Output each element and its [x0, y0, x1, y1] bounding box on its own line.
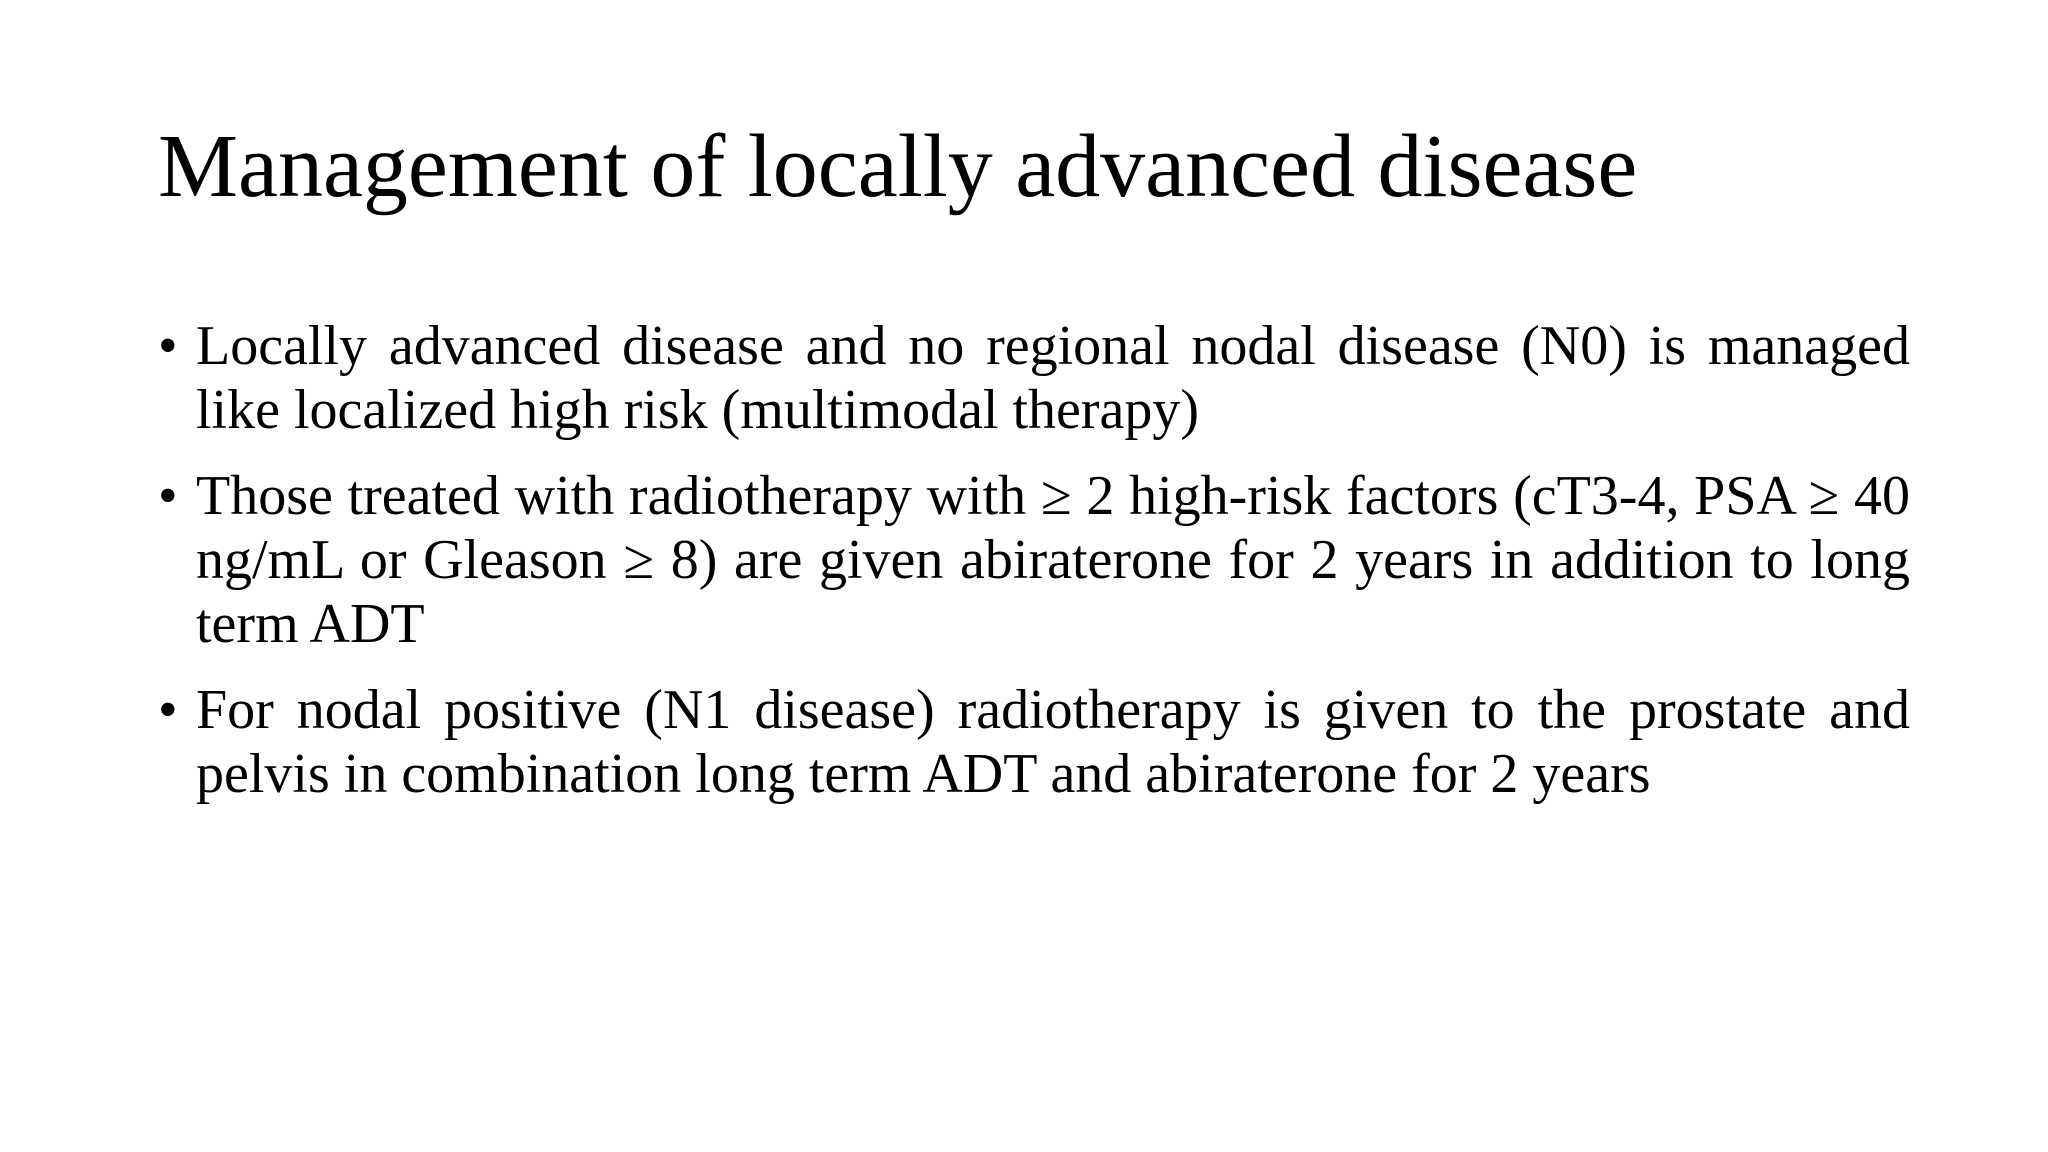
- bullet-marker: •: [158, 465, 178, 527]
- bullet-text: Those treated with radiotherapy with ≥ 2 high-risk factors (cT3-4, PSA ≥ 40 ng/mL or Gleason ≥ 8) are given abiraterone for 2 years in addition to long term ADT: [196, 465, 1910, 655]
- bullet-list: [158, 314, 1910, 828]
- slide-title: Management of locally advanced disease: [158, 117, 1638, 216]
- bullet-text: For nodal positive (N1 disease) radiotherapy is given to the prostate and pelvis in combination long term ADT and abiraterone for 2 years: [196, 679, 1910, 805]
- bullet-marker: •: [158, 315, 178, 377]
- bullet-marker: •: [158, 679, 178, 741]
- bullet-item: [158, 314, 1910, 442]
- bullet-item: [158, 678, 1910, 806]
- bullet-item: [158, 464, 1910, 656]
- bullet-text: Locally advanced disease and no regional nodal disease (N0) is managed like localized high risk (multimodal therapy): [196, 315, 1910, 441]
